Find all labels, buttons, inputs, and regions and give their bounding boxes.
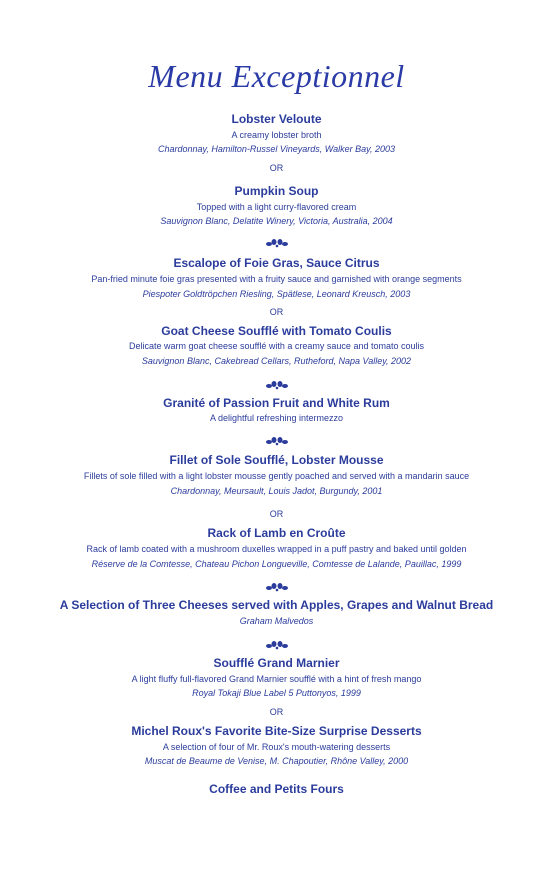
ornament-icon (0, 582, 553, 592)
dish-name: Goat Cheese Soufflé with Tomato Coulis (161, 324, 392, 338)
or-separator: OR (269, 707, 284, 717)
wine-pairing: Sauvignon Blanc, Delatite Winery, Victoria, Australia, 2004 (160, 216, 393, 226)
dish-name: Fillet of Sole Soufflé, Lobster Mousse (169, 453, 384, 467)
or-separator: OR (269, 163, 284, 173)
dish-description: Topped with a light curry-flavored cream (196, 202, 357, 212)
ornament-icon (0, 640, 553, 650)
dish-name: A Selection of Three Cheeses served with Apples, Grapes and Walnut Bread (59, 598, 494, 612)
ornament-icon (0, 380, 553, 390)
dish-name: Michel Roux's Favorite Bite-Size Surprise Desserts (131, 724, 422, 738)
dish-name: Lobster Veloute (231, 112, 322, 126)
wine-pairing: Muscat de Beaume de Venise, M. Chapoutier, Rhône Valley, 2000 (144, 756, 409, 766)
dish-name: Soufflé Grand Marnier (213, 656, 340, 670)
dish-description: Pan-fried minute foie gras presented with a fruity sauce and garnished with orange segments (91, 274, 462, 284)
dish-description: Delicate warm goat cheese soufflé with a creamy sauce and tomato coulis (129, 341, 424, 351)
dish-description: Fillets of sole filled with a light lobster mousse gently poached and served with a mandarin sauce (83, 471, 470, 481)
wine-pairing: Chardonnay, Meursault, Louis Jadot, Burgundy, 2001 (170, 486, 383, 496)
wine-pairing: Réserve de la Comtesse, Chateau Pichon Longueville, Comtesse de Lalande, Pauillac, 1999 (91, 559, 462, 569)
wine-pairing: Chardonnay, Hamilton-Russel Vineyards, Walker Bay, 2003 (158, 144, 395, 154)
ornament-icon (0, 436, 553, 446)
dish-name: Coffee and Petits Fours (209, 782, 344, 796)
wine-pairing: Piespoter Goldtröpchen Riesling, Spätlese, Leonard Kreusch, 2003 (142, 289, 411, 299)
dish-description: A delightful refreshing intermezzo (209, 413, 344, 423)
dish-name: Escalope of Foie Gras, Sauce Citrus (173, 256, 380, 270)
wine-pairing: Graham Malvedos (239, 616, 314, 626)
menu-title: Menu Exceptionnel (148, 58, 405, 94)
ornament-icon (0, 238, 553, 248)
dish-name: Rack of Lamb en Croûte (207, 526, 346, 540)
or-separator: OR (269, 509, 284, 519)
dish-description: A light fluffy full-flavored Grand Marnier soufflé with a hint of fresh mango (131, 674, 422, 684)
or-separator: OR (269, 307, 284, 317)
dish-description: A selection of four of Mr. Roux's mouth-watering desserts (162, 742, 391, 752)
dish-name: Pumpkin Soup (234, 184, 319, 198)
dish-description: A creamy lobster broth (231, 130, 322, 140)
wine-pairing: Sauvignon Blanc, Cakebread Cellars, Rutheford, Napa Valley, 2002 (141, 356, 412, 366)
dish-name: Granité of Passion Fruit and White Rum (163, 396, 390, 410)
wine-pairing: Royal Tokaji Blue Label 5 Puttonyos, 1999 (192, 688, 361, 698)
dish-description: Rack of lamb coated with a mushroom duxelles wrapped in a puff pastry and baked until golden (86, 544, 467, 554)
